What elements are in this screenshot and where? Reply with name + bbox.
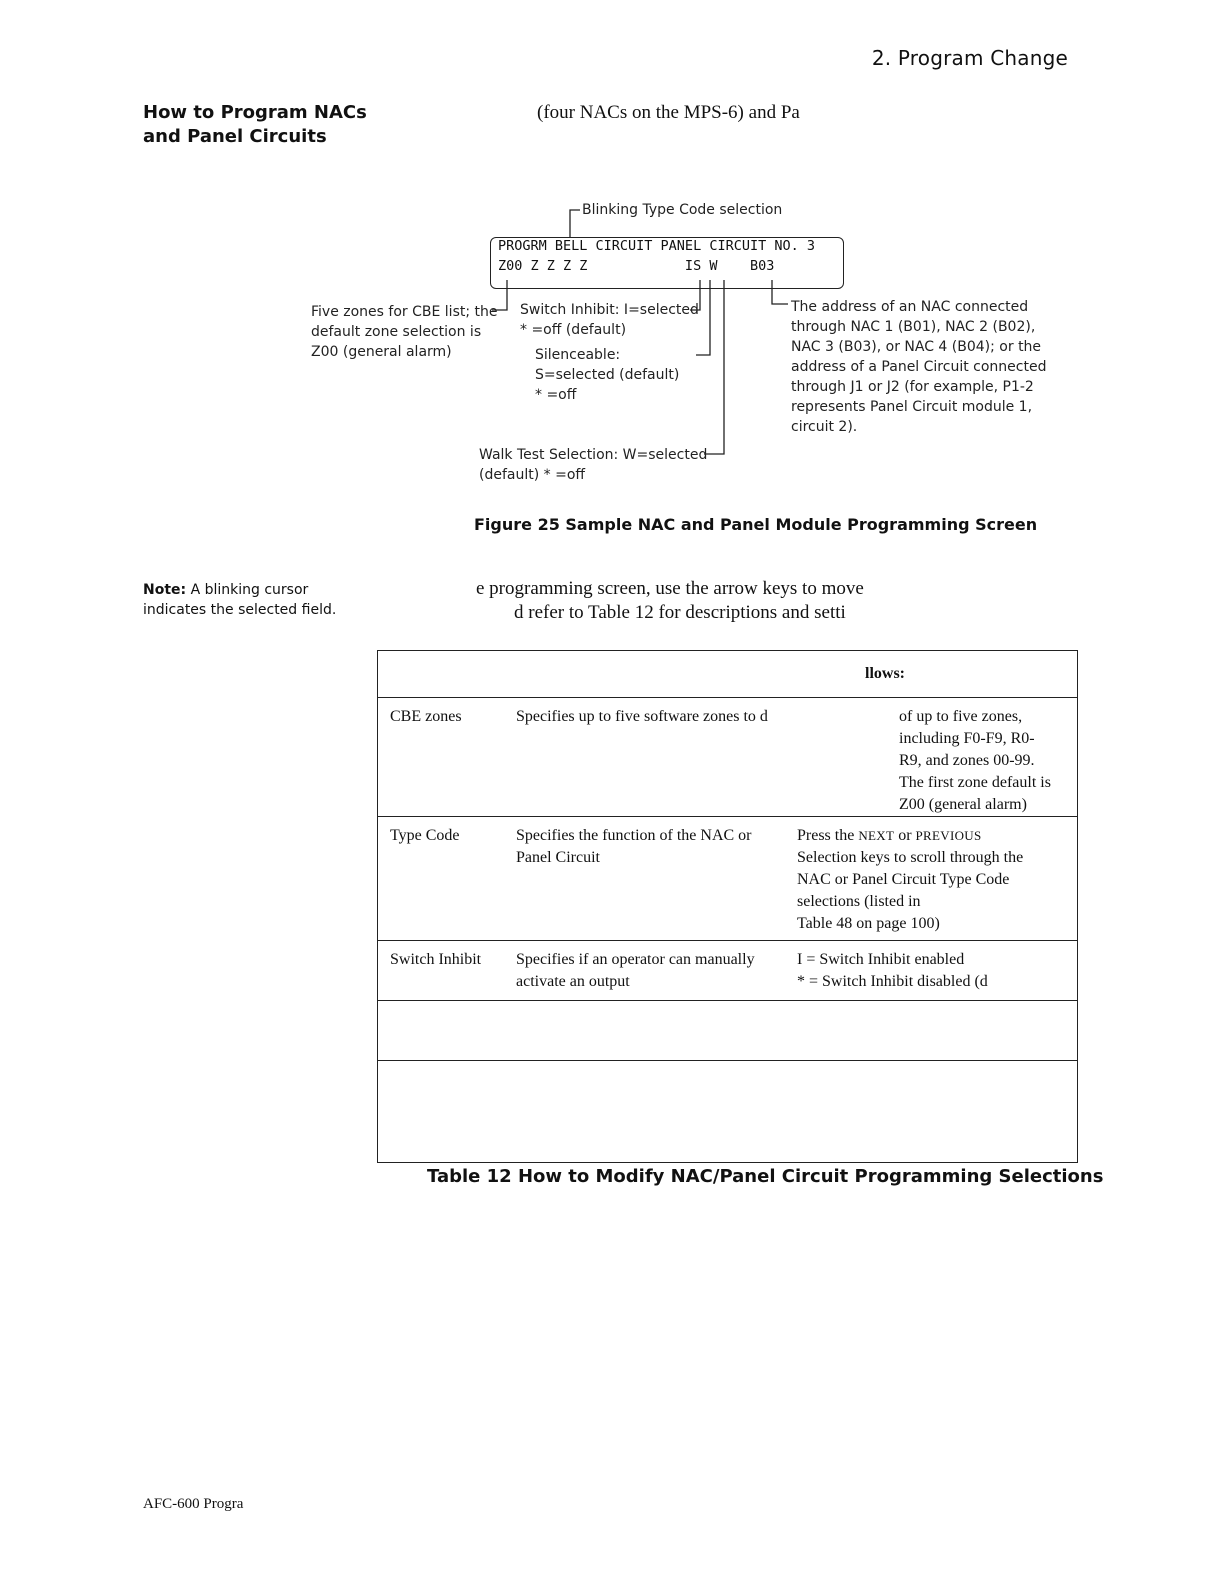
cell-field: Switch Inhibit [378, 941, 517, 1001]
programming-table [377, 650, 1078, 1163]
callout-zones-line: Z00 (general alarm) [311, 344, 452, 360]
leader-walk-test [704, 280, 724, 454]
setting-reference: Table 48 on page 100) [797, 915, 940, 932]
table-row-empty [378, 1061, 1078, 1163]
setting-or: or [894, 827, 916, 844]
lcd-line-1: PROGRM BELL CIRCUIT PANEL CIRCUIT NO. 3 [498, 238, 815, 254]
callout-walk-test [479, 445, 707, 485]
callout-address [791, 297, 1046, 437]
cell-setting: of up to five zones, including F0-F9, R0-R9, and zones 00-99. The first zone default is Z00 (general alarm) [797, 698, 1078, 817]
callout-type-code: Blinking Type Code selection [582, 202, 783, 218]
cell-setting [797, 941, 1078, 1001]
next-key: NEXT [858, 828, 895, 843]
callout-address-line: circuit 2). [791, 419, 858, 435]
callout-silenceable [535, 345, 679, 405]
cell-empty [378, 1061, 517, 1163]
callout-walk-test-line: (default) * =off [479, 467, 586, 483]
callout-switch-inhibit [520, 300, 699, 340]
cell-setting [797, 817, 1078, 941]
section-heading-line1: How to Program NACs [143, 102, 367, 123]
callout-switch-inhibit-line: * =off (default) [520, 322, 627, 338]
cell-field: Type Code [378, 817, 517, 941]
cell-empty [797, 1061, 1078, 1163]
callout-address-line: NAC 3 (B03), or NAC 4 (B04); or the [791, 339, 1042, 355]
table-caption: Table 12 How to Modify NAC/Panel Circuit Programming Selections [427, 1166, 1104, 1187]
figure-caption: Figure 25 Sample NAC and Panel Module Programming Screen [474, 515, 1038, 534]
callout-address-line: through J1 or J2 (for example, P1-2 [791, 379, 1034, 395]
callout-zones [311, 302, 498, 362]
note-label: Note: [143, 582, 187, 598]
cell-description: Specifies the function of the NAC or Panel Circuit [516, 817, 797, 941]
intro-text: (four NACs on the MPS-6) and Pa [537, 102, 800, 123]
table-row-empty [378, 1001, 1078, 1061]
setting-line: I = Switch Inhibit enabled [797, 951, 965, 968]
callout-zones-line: Five zones for CBE list; the [311, 304, 498, 320]
note-text: A blinking cursor [186, 582, 309, 598]
setting-keys-line [797, 825, 1057, 847]
cell-description: Specifies if an operator can manually activate an output [516, 941, 797, 1001]
callout-silenceable-line: Silenceable: [535, 347, 621, 363]
cell-field: CBE zones [378, 698, 517, 817]
callout-address-line: The address of an NAC connected [791, 299, 1029, 315]
callout-address-line: through NAC 1 (B01), NAC 2 (B02), [791, 319, 1036, 335]
setting-line: * = Switch Inhibit disabled (d [797, 973, 988, 990]
table-row [378, 941, 1078, 1001]
callout-zones-line: default zone selection is [311, 324, 482, 340]
leader-type-code [570, 210, 580, 238]
margin-note-line1 [143, 580, 336, 600]
table-row [378, 817, 1078, 941]
callout-switch-inhibit-line: Switch Inhibit: I=selected [520, 302, 699, 318]
margin-note [143, 580, 336, 620]
cell-empty [378, 1001, 517, 1061]
setting-body: Selection keys to scroll through the NAC or Panel Circuit Type Code selections (listed in [797, 849, 1024, 910]
callout-address-line: represents Panel Circuit module 1, [791, 399, 1033, 415]
margin-note-line2: indicates the selected field. [143, 602, 337, 618]
table-row [378, 698, 1078, 817]
section-heading-line2: and Panel Circuits [143, 126, 327, 147]
instruction-line-2: d refer to Table 12 for descriptions and setti [514, 602, 846, 623]
cell-empty [516, 1061, 797, 1163]
lcd-line-2: Z00 Z Z Z Z IS W B03 [498, 258, 775, 274]
callout-walk-test-line: Walk Test Selection: W=selected [479, 447, 708, 463]
table-header-row [378, 651, 1078, 698]
cell-empty [797, 1001, 1078, 1061]
cell-description: Specifies up to five software zones to d [516, 698, 797, 817]
setting-prefix: Press the [797, 827, 859, 844]
page-footer: AFC-600 Progra [143, 1496, 244, 1512]
instruction-line-1: e programming screen, use the arrow keys to move [476, 578, 864, 599]
previous-key: PREVIOUS [915, 828, 982, 843]
callout-silenceable-line: S=selected (default) [535, 367, 680, 383]
table-header: llows: [378, 651, 1078, 698]
callout-address-line: address of a Panel Circuit connected [791, 359, 1047, 375]
page-header-chapter: 2. Program Change [871, 46, 1068, 70]
callout-silenceable-line: * =off [535, 387, 577, 403]
cell-empty [516, 1001, 797, 1061]
